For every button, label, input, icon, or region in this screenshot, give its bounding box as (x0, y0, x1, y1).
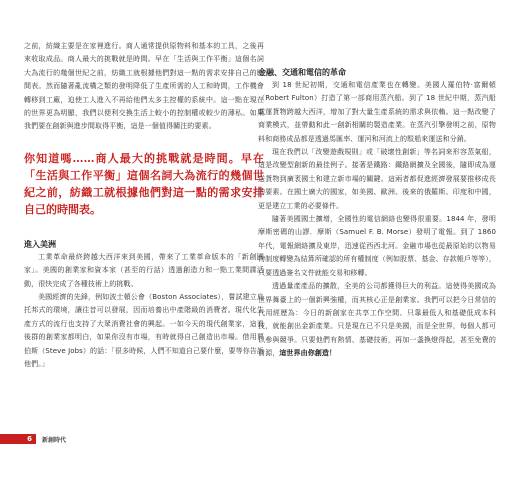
body-paragraph: 到 18 世紀初期，交通和電信產業也在轉變。美國人羅伯特·富爾頓（Robert Fulton）打造了第一部商用蒸汽船。到了 18 世紀中期，蒸汽船載運貨物跨越大西洋，增加了對大量生產系統的需求與依賴。這一點改變了商業模式，並帶動和此一創新相關的製造產業。在蒸汽引擎發明之前，原物料和商務成品都是透過馬匯率、運河和河流上的駁船來運送和分銷。 (258, 81, 496, 143)
page-footer (0, 432, 520, 446)
left-column (24, 0, 264, 372)
body-paragraph: 隨著美國國土擴增，全國性的電信網絡也變得很重要。1844 年，發明摩斯密碼的山謬．摩斯（Samuel F. B. Morse）發明了電報。到了 1860 年代，電報網絡擴及東岸，迅速從西西北河。金融市場也從最原始的以物易物制度轉變為結算所確認的所有權制度（例如股票、基金、存款帳戶等等），只要透過簽名文件就能交易和移轉。 (258, 215, 496, 277)
body-paragraph: 現在我們以「改變遊戲規則」或「破壞性創新」等名詞來形容蒸氣船，這是改變型創新的最佳例子。接著是鐵路：鐵路網擴及全國後，隨即成為運送貨物到廣袤國土和建立新市場的關鍵。這兩者都促進經濟發展要推移成長的要素。在國土廣大的國家，如美國、歐洲、後來的俄羅斯、印度和中國，更是建立工業的必要條件。 (258, 148, 496, 210)
section-heading: 進入美洲 (24, 239, 56, 249)
right-column (258, 0, 496, 361)
body-paragraph: 美國經濟的先鋒，例如波士頓公會（Boston Associates），嘗試建立烏托邦式的環境，讓往昔可以發展，因而培養出中產階級的消費者。現代化生產方式的流行也支持了大眾消費社會的興起。一如今天的現代創業家，這看後群的創業家都明白，如果你沒有市場，有時就得自己創造出市場。借用賈伯斯（Steve Jobs）的話：「很多時候，人們不知道自己要什麼，要等你告訴他們。」 (24, 293, 265, 369)
page-number: 6 (0, 434, 36, 444)
body-paragraph: 之前，紡織主要是在家裡進行。商人通常提供原物料和基本的工具，之後再來收取成品。商人最大的挑戰就是時間。早在「生活與工作平衡」這個名詞大為流行的幾個世紀之前，紡織工就根據他們對這一點的需求安排自己的時間表。然而隨著亂流橫之類的發明降低了生產所需的人工和時間，工作機會轉移到工廠，迫使工人進入不再給他們太多主控權的系統中。這一點在現在的世界更為明顯，我們以便利交換生活上較小的控制權或較少的薄私。如果我們要在創新與進步間取得平衡，這是一個值得關注的要素。 (24, 42, 264, 131)
closing-emphasis: 這世界由你創造！ (279, 349, 337, 358)
paragraph-text: 透過量產產品的擴散，全美的公司都獲得巨大的利益。這使得美國成為世界舞臺上的一個新興強權，而其核心正是創業家。我們可以把今日常信的代用經歷為：今日的新創家在共享工作空間、只靠最低人和基礎低成本科技，就能創出金新產業。只是現在已不只是美國，而是全世界，每個人都可以參與競爭。只要他們有熱情、基礎技術，再加一盞換燈得起，甚至免費的資源， (258, 282, 496, 358)
body-paragraph: 工業革命最終跨越大西洋來到美國，帶來了工業革命版本的「新創國家」。美國的創業家和資本家（甚至的行話）透過創造力和一點工業間諜活動，很快完成了各種技術上的挑戰。 (24, 252, 264, 288)
pull-quote: 你知道嗎……商人最大的挑戰就是時間。早在「生活與工作平衡」這個名詞大為流行的幾個世紀之前，紡織工就根據他們對這一點的需求安排自己的時間表。 (24, 151, 264, 216)
running-title: 新創時代 (42, 436, 67, 444)
section-heading: 金融、交通和電信的革命 (258, 68, 346, 77)
body-paragraph (258, 280, 496, 360)
